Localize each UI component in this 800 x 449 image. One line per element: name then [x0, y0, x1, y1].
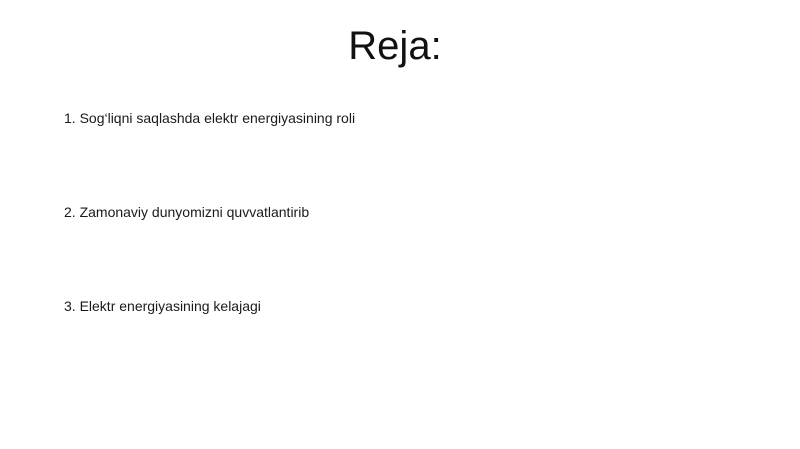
- slide-title: Reja:: [348, 24, 442, 68]
- plan-item-1: 1. Sog‘liqni saqlashda elektr energiyasining roli: [64, 110, 356, 126]
- plan-list: [64, 108, 355, 316]
- plan-item-3: 3. Elektr energiyasining kelajagi: [64, 298, 261, 314]
- plan-item-2: 2. Zamonaviy dunyomizni quvvatlantirib: [64, 204, 310, 220]
